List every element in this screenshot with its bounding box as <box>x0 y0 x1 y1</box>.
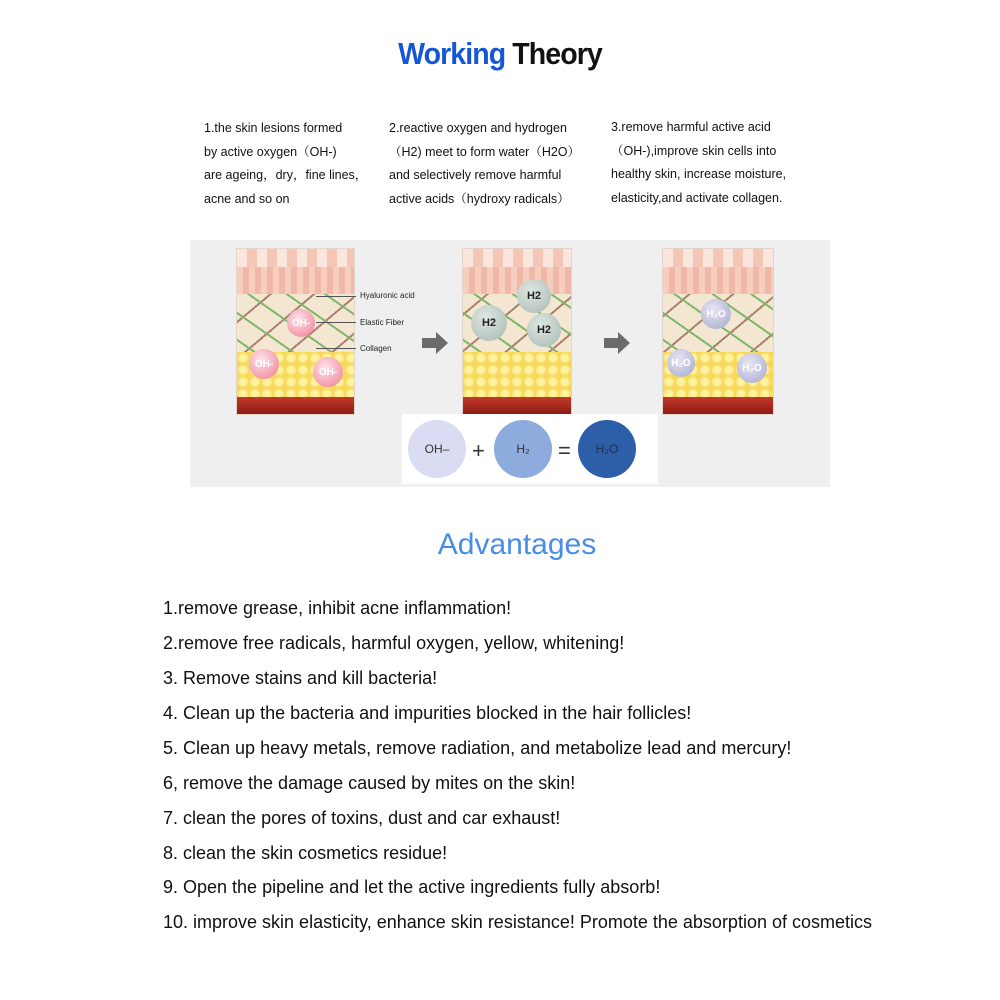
h2o-bubble: H₂O <box>737 353 767 383</box>
title-word-working: Working <box>398 36 506 71</box>
blood-layer <box>663 397 773 414</box>
advantage-item: 4. Clean up the bacteria and impurities blocked in the hair follicles! <box>163 703 692 723</box>
advantage-item: 9. Open the pipeline and let the active ingredients fully absorb! <box>163 877 661 897</box>
arrow-right-icon <box>604 332 630 354</box>
page-title <box>40 36 960 72</box>
advantage-item: 1.remove grease, inhibit acne inflammation! <box>163 598 512 618</box>
reaction-equation <box>402 414 658 484</box>
advantage-item: 6, remove the damage caused by mites on the skin! <box>163 773 576 793</box>
advantage-item: 3. Remove stains and kill bacteria! <box>163 668 438 688</box>
label-collagen: Collagen <box>360 344 392 353</box>
h2o-circle: H₂O <box>578 420 636 478</box>
skin-panel-reaction <box>462 248 572 415</box>
advantage-item: 2.remove free radicals, harmful oxygen, yellow, whitening! <box>163 633 625 653</box>
equals-sign: = <box>558 438 571 463</box>
skin-panel-damaged <box>236 248 355 415</box>
h2o-bubble: H₂O <box>667 349 695 377</box>
step-3-text: 3.remove harmful active acid （OH-),improve skin cells into healthy skin, increase moisture, elasticity,and activate collagen. <box>611 120 787 205</box>
advantage-item: 10. improve skin elasticity, enhance skin resistance! Promote the absorption of cosmetics <box>163 912 872 932</box>
blood-layer <box>463 397 571 414</box>
arrow-right-icon <box>422 332 448 354</box>
oh-bubble: OH- <box>249 349 279 379</box>
oh-circle: OH– <box>408 420 466 478</box>
advantages-title: Advantages <box>437 528 597 561</box>
oh-bubble: OH- <box>287 309 315 337</box>
advantage-item: 8. clean the skin cosmetics residue! <box>163 843 448 863</box>
step-1-text: 1.the skin lesions formed by active oxygen（OH-) are ageing，dry，fine lines， acne and so on <box>204 121 368 206</box>
label-elastic-fiber: Elastic Fiber <box>360 318 405 327</box>
oh-bubble: OH- <box>313 357 343 387</box>
title-word-theory: Theory <box>512 36 602 71</box>
h2-bubble: H2 <box>527 313 561 347</box>
h2-bubble: H2 <box>471 305 507 341</box>
step-2-text: 2.reactive oxygen and hydrogen （H2) meet to form water（H2O） and selectively remove harmful active acids（hydroxy radicals） <box>389 121 581 206</box>
h2-bubble: H2 <box>517 279 551 313</box>
skin-panel-healthy <box>662 248 774 415</box>
label-hyaluronic-acid: Hyaluronic acid <box>360 291 415 300</box>
h2-circle: H₂ <box>494 420 552 478</box>
h2o-bubble: H₂O <box>701 299 731 329</box>
fat-layer <box>463 352 571 397</box>
advantage-item: 7. clean the pores of toxins, dust and car exhaust! <box>163 808 561 828</box>
blood-layer <box>237 397 354 414</box>
advantage-item: 5. Clean up heavy metals, remove radiation, and metabolize lead and mercury! <box>163 738 792 758</box>
plus-sign: + <box>472 438 485 463</box>
